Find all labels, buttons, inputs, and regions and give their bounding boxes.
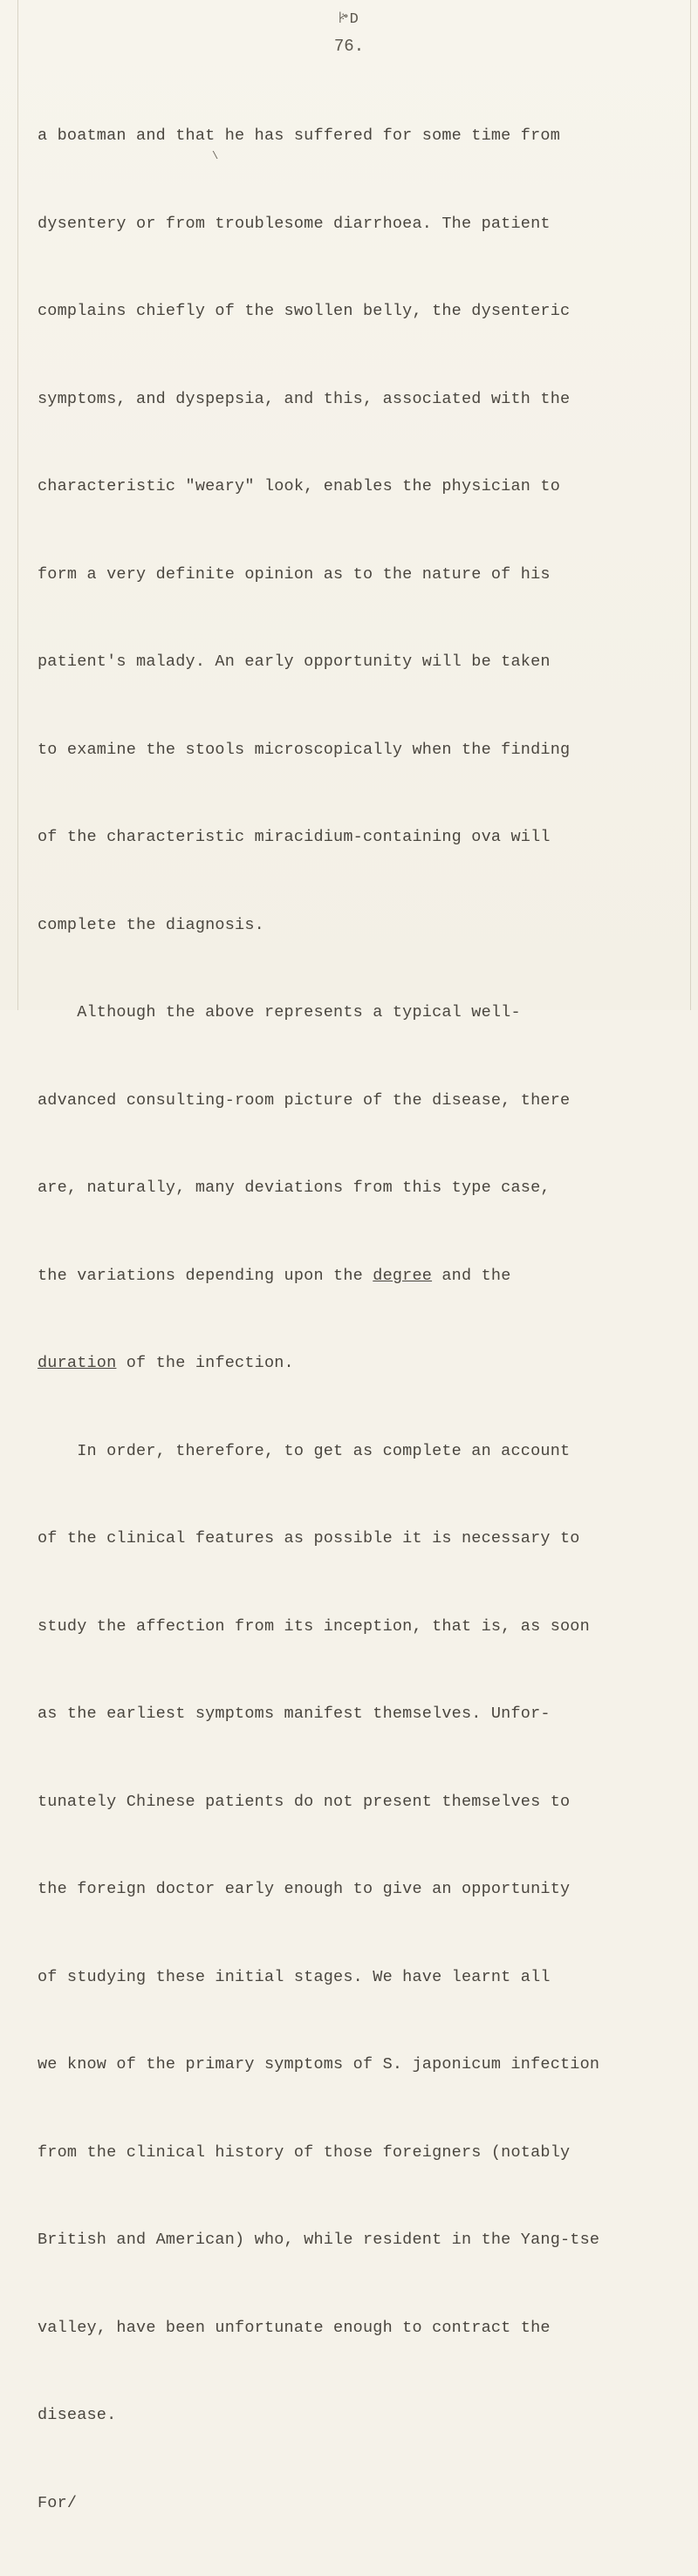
text-line: of the characteristic miracidium-containing ova will	[38, 828, 551, 846]
text-line: tunately Chinese patients do not present themselves to	[38, 1792, 571, 1811]
catchword: For/	[38, 2493, 78, 2512]
underlined-word-degree: degree	[373, 1266, 433, 1285]
text-line: British and American) who, while resident in the Yang-tse	[38, 2231, 600, 2249]
text-line-with-underlined-word	[38, 1261, 683, 1291]
text-line: symptoms, and dyspepsia, and this, associated with the	[38, 389, 571, 408]
text-line: we know of the primary symptoms of S. japonicum infection	[38, 2055, 600, 2074]
text-fragment: the variations depending upon the	[38, 1266, 373, 1285]
text-line: characteristic "weary" look, enables the physician to	[38, 477, 560, 495]
text-fragment: of the infection.	[116, 1354, 294, 1372]
text-line: to examine the stools microscopically when the finding	[38, 740, 571, 759]
text-line: a boatman and that he has suffered for some time from	[38, 126, 560, 145]
text-line: complains chiefly of the swollen belly, the dysenteric	[38, 302, 571, 320]
text-fragment: and the	[432, 1266, 511, 1285]
handwritten-page-mark: ꔶD	[339, 11, 359, 28]
text-line: valley, have been unfortunate enough to contract the	[38, 2318, 551, 2337]
text-line: patient's malady. An early opportunity will be taken	[38, 653, 551, 671]
text-line: of the clinical features as possible it is necessary to	[38, 1529, 580, 1548]
underlined-word-duration: duration	[38, 1354, 117, 1372]
page-edge-right	[690, 0, 691, 1010]
page-edge-left	[17, 0, 18, 1010]
text-line: disease.	[38, 2406, 117, 2424]
typed-body-text	[38, 63, 683, 2576]
text-line: In order, therefore, to get as complete an account	[38, 1441, 571, 1460]
insertion-caret: \	[212, 150, 219, 162]
text-line: from the clinical history of those foreigners (notably	[38, 2142, 571, 2162]
text-line: advanced consulting-room picture of the disease, there	[38, 1090, 571, 1110]
text-line: Although the above represents a typical well-	[38, 1003, 521, 1022]
text-line: form a very definite opinion as to the nature of his	[38, 564, 551, 584]
text-line: of studying these initial stages. We have learnt all	[38, 1967, 551, 1986]
text-line: as the earliest symptoms manifest themselves. Unfor-	[38, 1705, 551, 1723]
text-line: the foreign doctor early enough to give an opportunity	[38, 1880, 571, 1898]
text-line: dysentery or from troublesome diarrhoea. The patient	[38, 214, 551, 233]
text-line-with-underlined-word	[38, 1349, 683, 1378]
text-line: study the affection from its inception, that is, as soon	[38, 1616, 590, 1636]
text-line: are, naturally, many deviations from this type case,	[38, 1179, 551, 1197]
page-number: 76.	[333, 37, 365, 56]
text-line: complete the diagnosis.	[38, 915, 264, 934]
